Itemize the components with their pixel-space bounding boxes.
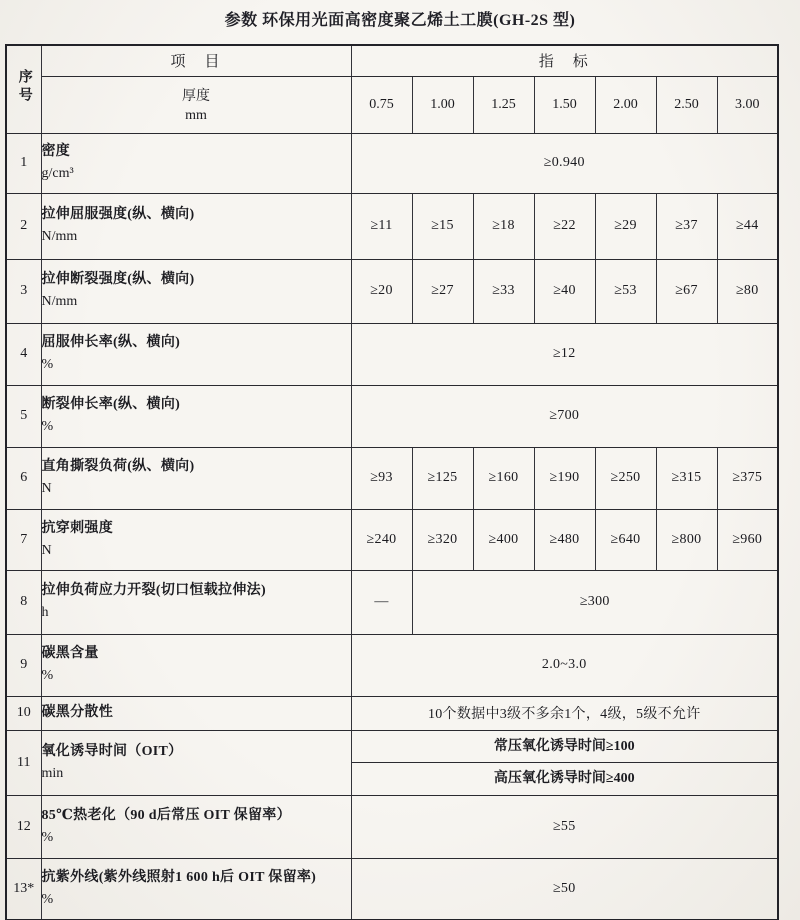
item-name: 氧化诱导时间（OIT） xyxy=(41,743,183,759)
row-value: ≥80 xyxy=(717,259,778,323)
row-value: ≥640 xyxy=(595,509,656,570)
item-name: 拉伸屈服强度(纵、横向) xyxy=(41,207,195,223)
item-name: 抗紫外线(紫外线照射1 600 h后 OIT 保留率) xyxy=(41,870,317,886)
table-row xyxy=(6,509,778,570)
row-item xyxy=(41,509,351,570)
row-value: ≥18 xyxy=(473,193,534,259)
header-thickness xyxy=(41,76,351,133)
row-value-group xyxy=(351,730,778,795)
table-row xyxy=(6,385,778,447)
item-name: 屈服伸长率(纵、横向) xyxy=(41,335,181,351)
item-unit: N xyxy=(41,481,52,496)
table-row xyxy=(6,634,778,696)
item-name: 密度 xyxy=(41,144,71,160)
table-row xyxy=(6,193,778,259)
row-value: 2.0~3.0 xyxy=(351,634,778,696)
row-item xyxy=(41,634,351,696)
thickness-label: 厚度 xyxy=(182,89,210,104)
table-row xyxy=(6,858,778,920)
item-unit: % xyxy=(41,419,54,434)
table-row xyxy=(6,730,778,795)
row-value: ≥700 xyxy=(351,385,778,447)
row-item xyxy=(41,570,351,634)
header-indicator: 指 标 xyxy=(351,45,778,76)
row-value: ≥160 xyxy=(473,447,534,509)
row-value: ≥20 xyxy=(351,259,412,323)
row-value: ≥15 xyxy=(412,193,473,259)
row-seq: 6 xyxy=(6,447,41,509)
row-value-high-pressure: 高压氧化诱导时间≥400 xyxy=(493,771,635,786)
item-unit: % xyxy=(41,891,54,907)
thickness-value: 1.25 xyxy=(473,76,534,133)
table-row xyxy=(6,696,778,730)
item-unit: N/mm xyxy=(41,294,78,309)
row-value: ≥315 xyxy=(656,447,717,509)
item-unit: g/cm³ xyxy=(41,166,74,181)
row-item xyxy=(41,696,351,730)
row-value: ≥33 xyxy=(473,259,534,323)
row-seq: 2 xyxy=(6,193,41,259)
row-value: ≥960 xyxy=(717,509,778,570)
item-unit: N xyxy=(41,542,52,558)
row-value: ≥800 xyxy=(656,509,717,570)
header-seq-label: 序号 xyxy=(16,68,32,105)
row-value: ≥44 xyxy=(717,193,778,259)
thickness-value: 0.75 xyxy=(351,76,412,133)
header-seq xyxy=(6,45,41,133)
row-value: ≥29 xyxy=(595,193,656,259)
row-item xyxy=(41,133,351,193)
row-seq: 1 xyxy=(6,133,41,193)
item-name: 直角撕裂负荷(纵、横向) xyxy=(41,459,195,475)
thickness-value: 2.00 xyxy=(595,76,656,133)
table-row xyxy=(6,133,778,193)
page-title: 参数 环保用光面高密度聚乙烯土工膜(GH-2S 型) xyxy=(224,12,576,29)
row-value: ≥300 xyxy=(412,570,778,634)
row-value: ≥240 xyxy=(351,509,412,570)
item-name: 抗穿刺强度 xyxy=(41,520,113,536)
item-unit: min xyxy=(41,765,64,781)
row-value: ≥400 xyxy=(473,509,534,570)
item-unit: N/mm xyxy=(41,229,78,244)
table-row xyxy=(6,447,778,509)
header-item: 项 目 xyxy=(41,45,351,76)
row-value: ≥67 xyxy=(656,259,717,323)
row-value: ≥11 xyxy=(351,193,412,259)
row-value: ≥37 xyxy=(656,193,717,259)
row-seq: 12 xyxy=(6,795,41,858)
row-item xyxy=(41,730,351,795)
row-seq: 11 xyxy=(6,730,41,795)
row-seq: 3 xyxy=(6,259,41,323)
row-seq: 13* xyxy=(6,858,41,920)
item-name: 碳黑含量 xyxy=(41,646,99,662)
row-value-dash: — xyxy=(351,570,412,634)
table-row xyxy=(6,323,778,385)
row-value: 10个数据中3级不多余1个，4级，5级不允许 xyxy=(351,696,778,730)
table-row xyxy=(6,795,778,858)
row-item xyxy=(41,447,351,509)
row-item xyxy=(41,259,351,323)
thickness-value: 1.00 xyxy=(412,76,473,133)
table-row xyxy=(6,259,778,323)
item-name: 断裂伸长率(纵、横向) xyxy=(41,397,181,413)
row-seq: 8 xyxy=(6,570,41,634)
thickness-unit: mm xyxy=(185,108,207,123)
row-item xyxy=(41,193,351,259)
item-name: 拉伸负荷应力开裂(切口恒载拉伸法) xyxy=(41,583,266,599)
row-value: ≥125 xyxy=(412,447,473,509)
row-value: ≥250 xyxy=(595,447,656,509)
row-value: ≥480 xyxy=(534,509,595,570)
table-row xyxy=(6,570,778,634)
thickness-value: 3.00 xyxy=(717,76,778,133)
row-value: ≥0.940 xyxy=(351,133,778,193)
row-value: ≥22 xyxy=(534,193,595,259)
row-item xyxy=(41,385,351,447)
row-value: ≥12 xyxy=(351,323,778,385)
row-value: ≥190 xyxy=(534,447,595,509)
item-unit: % xyxy=(41,668,54,683)
item-name: 拉伸断裂强度(纵、横向) xyxy=(41,272,195,288)
item-unit: h xyxy=(41,605,49,620)
row-value: ≥320 xyxy=(412,509,473,570)
thickness-value: 1.50 xyxy=(534,76,595,133)
row-seq: 7 xyxy=(6,509,41,570)
spec-table xyxy=(5,44,779,920)
row-value: ≥53 xyxy=(595,259,656,323)
row-seq: 9 xyxy=(6,634,41,696)
item-name: 85℃热老化（90 d后常压 OIT 保留率） xyxy=(41,807,291,823)
row-value: ≥93 xyxy=(351,447,412,509)
row-value: ≥55 xyxy=(351,795,778,858)
item-unit: % xyxy=(41,357,54,372)
row-value-normal-pressure: 常压氧化诱导时间≥100 xyxy=(352,731,778,763)
row-value: ≥40 xyxy=(534,259,595,323)
row-item xyxy=(41,795,351,858)
row-value: ≥50 xyxy=(351,858,778,920)
row-value: ≥375 xyxy=(717,447,778,509)
row-item xyxy=(41,858,351,920)
row-value: ≥27 xyxy=(412,259,473,323)
item-unit: % xyxy=(41,829,54,845)
row-seq: 10 xyxy=(6,696,41,730)
item-name: 碳黑分散性 xyxy=(41,705,113,721)
row-seq: 5 xyxy=(6,385,41,447)
row-item xyxy=(41,323,351,385)
thickness-value: 2.50 xyxy=(656,76,717,133)
row-seq: 4 xyxy=(6,323,41,385)
